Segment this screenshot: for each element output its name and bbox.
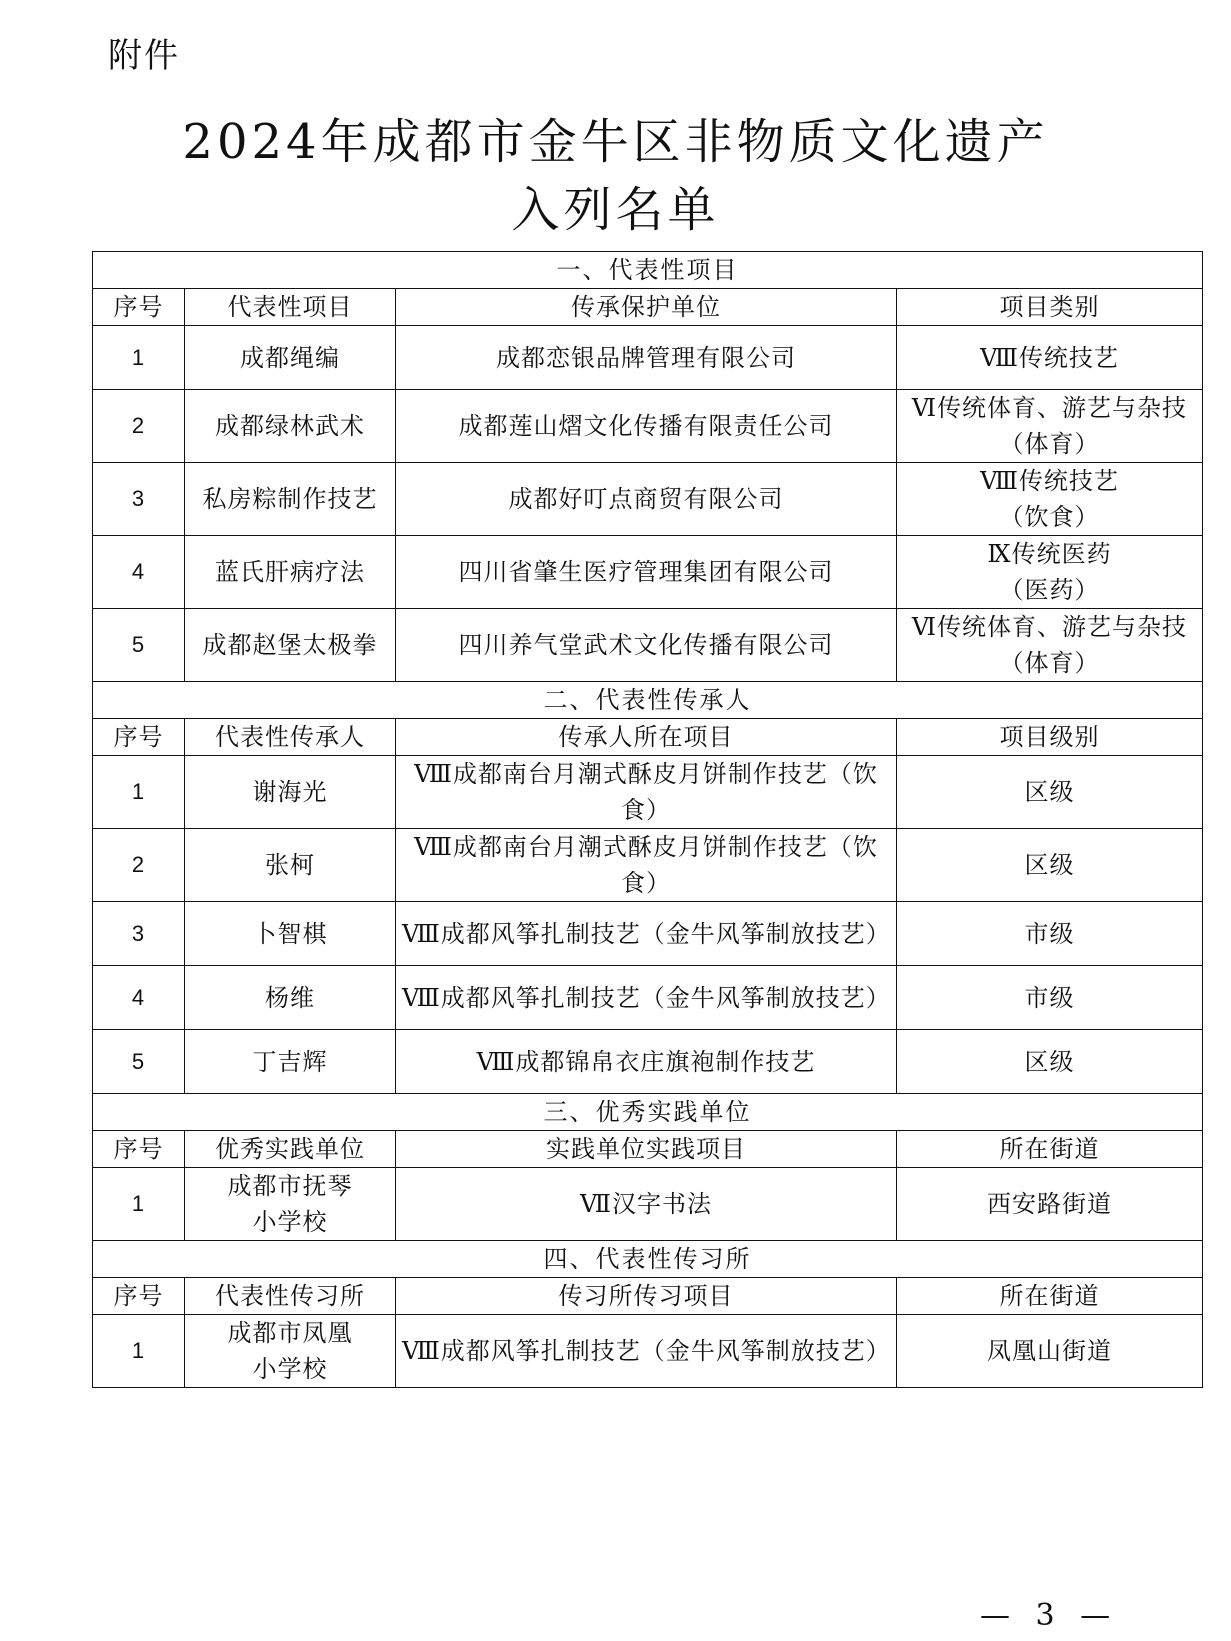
page-number: — 3 — <box>980 1598 1119 1633</box>
inheritor-project: Ⅷ成都南台月潮式酥皮月饼制作技艺（饮食） <box>396 829 897 902</box>
table-row <box>93 326 1203 390</box>
header-cell: 代表性项目 <box>185 289 396 326</box>
category-line: Ⅸ传统医药 <box>987 540 1112 568</box>
header-cell: 序号 <box>93 1278 185 1315</box>
inheritor-name: 谢海光 <box>185 756 396 829</box>
header-cell: 序号 <box>93 719 185 756</box>
header-cell: 优秀实践单位 <box>185 1131 396 1168</box>
attachment-label: 附件 <box>108 36 180 76</box>
project-name: 成都绳编 <box>185 326 396 390</box>
table-row <box>93 609 1203 682</box>
table-row <box>93 1168 1203 1241</box>
protection-unit: 成都恋银品牌管理有限公司 <box>396 326 897 390</box>
table-row <box>93 756 1203 829</box>
project-level: 区级 <box>897 1030 1203 1094</box>
protection-unit: 成都莲山熠文化传播有限责任公司 <box>396 390 897 463</box>
section-title-row <box>93 682 1203 719</box>
header-cell: 传承保护单位 <box>396 289 897 326</box>
section-title: 一、代表性项目 <box>93 252 1203 289</box>
row-number: 3 <box>93 463 185 536</box>
inheritor-name: 张柯 <box>185 829 396 902</box>
training-center-name <box>185 1315 396 1388</box>
row-number: 2 <box>93 390 185 463</box>
project-category <box>897 390 1203 463</box>
inheritor-project: Ⅷ成都锦帛衣庄旗袍制作技艺 <box>396 1030 897 1094</box>
table-row <box>93 966 1203 1030</box>
header-cell: 项目级别 <box>897 719 1203 756</box>
project-category <box>897 463 1203 536</box>
header-cell: 实践单位实践项目 <box>396 1131 897 1168</box>
table-row <box>93 1315 1203 1388</box>
category-line: Ⅷ传统技艺 <box>980 343 1119 372</box>
project-category <box>897 609 1203 682</box>
project-level: 区级 <box>897 756 1203 829</box>
header-cell: 传承人所在项目 <box>396 719 897 756</box>
row-number: 1 <box>93 326 185 390</box>
practice-unit-name <box>185 1168 396 1241</box>
header-row <box>93 719 1203 756</box>
project-level: 市级 <box>897 966 1203 1030</box>
section-title-row <box>93 1094 1203 1131</box>
document-title-line1: 2024年成都市金牛区非物质文化遗产 <box>182 114 1049 170</box>
name-line: 成都市抚琴 <box>227 1172 353 1200</box>
header-cell: 序号 <box>93 289 185 326</box>
row-number: 2 <box>93 829 185 902</box>
street: 西安路街道 <box>897 1168 1203 1241</box>
project-level: 区级 <box>897 829 1203 902</box>
header-cell: 代表性传承人 <box>185 719 396 756</box>
project-name: 蓝氏肝病疗法 <box>185 536 396 609</box>
practice-project: Ⅶ汉字书法 <box>396 1168 897 1241</box>
section-title: 三、优秀实践单位 <box>93 1094 1203 1131</box>
protection-unit: 成都好叮点商贸有限公司 <box>396 463 897 536</box>
header-cell: 所在街道 <box>897 1131 1203 1168</box>
header-row <box>93 1278 1203 1315</box>
header-cell: 所在街道 <box>897 1278 1203 1315</box>
name-line: 小学校 <box>252 1208 328 1236</box>
header-cell: 序号 <box>93 1131 185 1168</box>
row-number: 3 <box>93 902 185 966</box>
inheritor-name: 丁吉辉 <box>185 1030 396 1094</box>
name-line: 成都市凤凰 <box>227 1319 353 1347</box>
section-title: 四、代表性传习所 <box>93 1241 1203 1278</box>
category-line: （饮食） <box>999 503 1100 531</box>
section-title-row <box>93 252 1203 289</box>
header-cell: 代表性传习所 <box>185 1278 396 1315</box>
table-row <box>93 902 1203 966</box>
project-category <box>897 326 1203 390</box>
header-cell: 项目类别 <box>897 289 1203 326</box>
inheritor-name: 卜智棋 <box>185 902 396 966</box>
training-project: Ⅷ成都风筝扎制技艺（金牛风筝制放技艺） <box>396 1315 897 1388</box>
project-level: 市级 <box>897 902 1203 966</box>
table-row <box>93 390 1203 463</box>
street: 凤凰山街道 <box>897 1315 1203 1388</box>
row-number: 5 <box>93 609 185 682</box>
name-line: 小学校 <box>252 1355 328 1383</box>
inheritor-project: Ⅷ成都风筝扎制技艺（金牛风筝制放技艺） <box>396 966 897 1030</box>
project-name: 成都绿林武术 <box>185 390 396 463</box>
inheritor-name: 杨维 <box>185 966 396 1030</box>
row-number: 1 <box>93 1315 185 1388</box>
category-line: （体育） <box>999 649 1100 677</box>
header-cell: 传习所传习项目 <box>396 1278 897 1315</box>
table-row <box>93 463 1203 536</box>
table-row <box>93 829 1203 902</box>
category-line: Ⅵ传统体育、游艺与杂技 <box>911 394 1188 422</box>
row-number: 5 <box>93 1030 185 1094</box>
category-line: （体育） <box>999 430 1100 458</box>
inheritor-project: Ⅷ成都风筝扎制技艺（金牛风筝制放技艺） <box>396 902 897 966</box>
header-row <box>93 1131 1203 1168</box>
protection-unit: 四川养气堂武术文化传播有限公司 <box>396 609 897 682</box>
row-number: 1 <box>93 756 185 829</box>
project-name: 私房粽制作技艺 <box>185 463 396 536</box>
section-title-row <box>93 1241 1203 1278</box>
project-category <box>897 536 1203 609</box>
row-number: 4 <box>93 966 185 1030</box>
row-number: 4 <box>93 536 185 609</box>
category-line: Ⅷ传统技艺 <box>980 467 1119 495</box>
table-row <box>93 1030 1203 1094</box>
project-name: 成都赵堡太极拳 <box>185 609 396 682</box>
section-title: 二、代表性传承人 <box>93 682 1203 719</box>
document-title-line2: 入列名单 <box>511 182 720 238</box>
category-line: Ⅵ传统体育、游艺与杂技 <box>911 613 1188 641</box>
category-line: （医药） <box>999 576 1100 604</box>
row-number: 1 <box>93 1168 185 1241</box>
header-row <box>93 289 1203 326</box>
heritage-list-table <box>92 251 1203 1388</box>
inheritor-project: Ⅷ成都南台月潮式酥皮月饼制作技艺（饮食） <box>396 756 897 829</box>
protection-unit: 四川省肇生医疗管理集团有限公司 <box>396 536 897 609</box>
table-row <box>93 536 1203 609</box>
